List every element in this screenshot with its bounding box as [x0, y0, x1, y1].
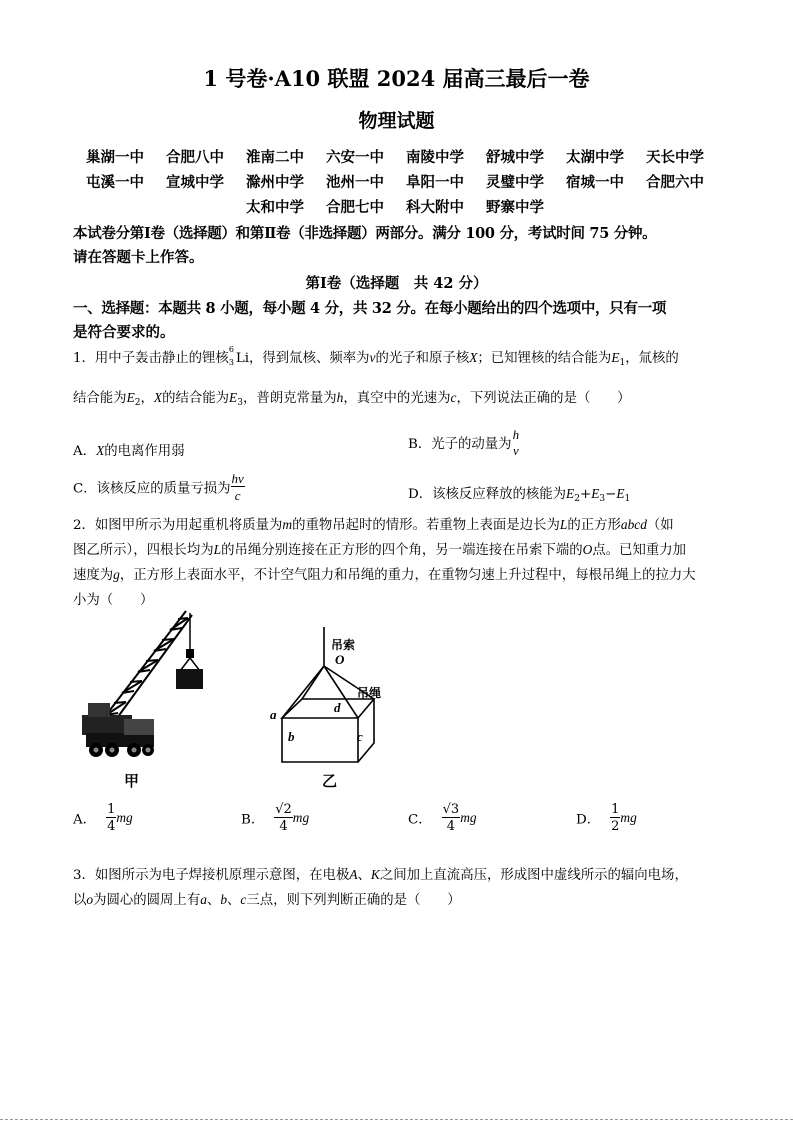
symbol-E: E	[616, 486, 625, 501]
option-label: B．光子的动量为	[408, 437, 512, 452]
label-diaosheng: 吊绳	[357, 686, 382, 700]
q3-text: 、	[357, 868, 371, 883]
label-diaosuo: 吊索	[331, 638, 356, 652]
q1-text: ，真空中的光速为	[343, 391, 451, 406]
q3-stem-line-1	[73, 864, 688, 883]
q1-option-b[interactable]	[408, 428, 520, 457]
fraction-numerator: 1	[107, 802, 116, 817]
q1-text: ，普朗克常量为	[242, 391, 337, 406]
page-bottom-divider	[0, 1119, 793, 1121]
school-item: 合肥八中	[166, 149, 224, 166]
q3-text: 为圆心的圆周上有	[93, 893, 201, 908]
operator: +	[579, 487, 592, 502]
q1-stem-line-2	[73, 387, 631, 408]
school-item: 宿城一中	[566, 174, 624, 191]
q1-text: ；已知锂核的结合能为	[477, 351, 612, 366]
symbol-X: X	[96, 443, 105, 458]
symbol-X: X	[469, 350, 478, 365]
q1-stem-line-1	[73, 347, 679, 368]
q1-text: 结合能为	[73, 391, 127, 406]
symbol-A: A	[349, 867, 358, 882]
rope-a	[282, 666, 324, 718]
operator: −	[605, 487, 617, 502]
q2-stem-line-4: 小为（ ）	[73, 593, 154, 608]
symbol-nu: ν	[369, 350, 376, 365]
label-c: c	[357, 729, 363, 744]
label-a: a	[270, 707, 277, 722]
school-item: 宣城中学	[166, 174, 224, 191]
subscript: 1	[624, 494, 631, 504]
symbol-c: c	[240, 892, 247, 907]
symbol-L: L	[213, 542, 222, 557]
option-label: C．该核反应的质量亏损为	[73, 481, 231, 497]
q1-option-a[interactable]	[73, 440, 185, 459]
symbol-L: L	[559, 517, 568, 532]
fraction-numerator: h	[512, 427, 520, 442]
school-item: 天长中学	[646, 149, 704, 166]
fraction	[512, 428, 521, 457]
school-item: 阜阳一中	[406, 174, 464, 191]
q3-text: 以	[73, 893, 87, 908]
q2-stem-line-2	[73, 539, 686, 558]
symbol-o: o	[86, 892, 94, 907]
q2-text: 图乙所示），四根长均为	[73, 543, 214, 558]
q1-option-c[interactable]	[73, 472, 245, 502]
instructions-line-1: 本试卷分第Ⅰ卷（选择题）和第Ⅱ卷（非选择题）两部分。满分 100 分，考试时间 75 分钟。	[73, 225, 657, 242]
option-label: B．	[241, 812, 265, 828]
q2-text: 的重物吊起时的情形。若重物上表面是边长为	[292, 518, 560, 533]
nuclide-charge-number: 3	[228, 358, 234, 367]
school-item: 科大附中	[406, 199, 464, 216]
fraction	[231, 472, 245, 502]
subscript: 2	[134, 398, 141, 408]
school-item: 太和中学	[246, 199, 304, 216]
symbol-mg: mg	[460, 810, 477, 825]
school-item: 合肥七中	[326, 199, 384, 216]
symbol-E: E	[591, 486, 600, 501]
symbol-abcd: abcd	[620, 517, 647, 532]
option-label: A．	[73, 812, 97, 828]
label-d: d	[334, 700, 341, 715]
school-item: 屯溪一中	[86, 174, 144, 191]
q1-text: 的结合能为	[162, 391, 230, 406]
fraction	[442, 803, 461, 833]
symbol-m: m	[282, 517, 293, 532]
fraction-numerator: 1	[611, 802, 620, 817]
school-item: 合肥六中	[646, 174, 704, 191]
q1-text: 1．用中子轰击静止的锂核	[73, 351, 229, 366]
nuclide-symbol: Li	[235, 351, 250, 366]
q3-text: 三点，则下列判断正确的是（ ）	[246, 893, 461, 908]
subscript: 1	[619, 358, 626, 368]
symbol-b: b	[220, 892, 228, 907]
fraction-denominator: ν	[512, 443, 519, 458]
subscript: 3	[599, 494, 606, 504]
symbol-E: E	[611, 350, 620, 365]
school-item: 滁州中学	[246, 174, 304, 191]
fraction	[274, 803, 293, 833]
symbol-c: c	[450, 390, 457, 405]
q1-text: ，下列说法正确的是（ ）	[456, 391, 631, 406]
school-item: 南陵中学	[406, 149, 464, 166]
lithium-nuclide	[228, 345, 250, 367]
q2-option-b[interactable]	[241, 803, 309, 833]
subscript: 3	[237, 398, 243, 408]
q2-text: ，正方形上表面水平，不计空气阻力和吊绳的重力，在重物匀速上升过程中，每根吊绳上的拉力大	[119, 568, 696, 583]
symbol-mg: mg	[292, 810, 310, 825]
symbol-mg: mg	[620, 810, 637, 825]
symbol-O: O	[582, 542, 593, 557]
symbol-g: g	[113, 567, 120, 582]
fraction-denominator: 4	[274, 817, 293, 833]
symbol-a: a	[200, 892, 207, 907]
symbol-X: X	[153, 390, 163, 405]
part1-heading: 第Ⅰ卷（选择题 共 42 分）	[305, 275, 488, 292]
exam-title: 1 号卷·A10 联盟 2024 届高三最后一卷	[203, 66, 590, 91]
section-heading-line-1: 一、选择题：本题共 8 小题，每小题 4 分，共 32 分。在每小题给出的四个选项中，只有一项	[73, 300, 667, 317]
school-item: 太湖中学	[566, 149, 624, 166]
option-label: A．	[73, 444, 97, 459]
q3-text: 、	[206, 893, 221, 908]
q2-text: （如	[646, 518, 674, 533]
figure-label-yi: 乙	[322, 772, 338, 790]
option-label: D．该核反应释放的核能为	[408, 487, 567, 502]
school-item: 六安一中	[326, 149, 384, 166]
nuclide-mass-number: 6	[228, 345, 234, 354]
q3-text: 3．如图所示为电子焊接机原理示意图，在电极	[73, 868, 350, 883]
option-text: 的电离作用弱	[104, 444, 185, 459]
exam-subject: 物理试题	[358, 110, 435, 132]
q1-text: 的光子和原子核	[375, 351, 470, 366]
q2-option-c[interactable]	[408, 803, 477, 833]
section-heading-line-2: 是符合要求的。	[73, 324, 175, 341]
fraction-denominator: 2	[611, 819, 620, 834]
q3-text: 、	[227, 893, 241, 908]
q2-text: 点。已知重力加	[592, 543, 687, 558]
fraction-denominator: 4	[107, 819, 116, 834]
fraction	[610, 803, 620, 833]
crane-body	[82, 703, 154, 757]
q2-text: 2．如图甲所示为用起重机将质量为	[73, 518, 283, 533]
symbol-E: E	[566, 486, 575, 501]
subscript: 2	[574, 494, 580, 504]
school-item: 淮南二中	[246, 149, 304, 166]
hook-block	[186, 649, 194, 658]
fraction-numerator: √3	[442, 802, 460, 817]
option-label: D．	[576, 812, 601, 828]
q2-text: 的正方形	[567, 518, 621, 533]
symbol-E: E	[229, 390, 238, 405]
rope-c	[324, 666, 358, 718]
rope-b	[302, 666, 324, 699]
crane-boom	[100, 611, 192, 725]
school-item: 野寨中学	[486, 199, 544, 216]
q1-text: ，得到氚核、频率为	[249, 351, 370, 366]
q1-option-d[interactable]	[408, 483, 630, 504]
school-item: 舒城中学	[486, 149, 544, 166]
symbol-E: E	[126, 390, 135, 405]
crane-figure	[78, 605, 208, 775]
school-item: 巢湖一中	[86, 149, 144, 166]
fraction-denominator: c	[231, 486, 245, 502]
label-b: b	[288, 729, 295, 744]
symbol-K: K	[370, 867, 380, 882]
fraction-numerator: hν	[231, 471, 244, 486]
q3-stem-line-2	[73, 889, 461, 908]
q3-text: 之间加上直流高压，形成图中虚线所示的辐向电场，	[379, 868, 688, 883]
q1-text: ，	[140, 391, 154, 406]
load-block	[176, 669, 203, 689]
instructions-line-2: 请在答题卡上作答。	[73, 249, 204, 266]
q2-option-a[interactable]	[73, 803, 133, 833]
fraction	[106, 803, 116, 833]
option-label: C．	[408, 812, 432, 828]
q2-text: 的吊绳分别连接在正方形的四个角，另一端连接在吊索下端的	[221, 543, 583, 558]
fraction-numerator: √2	[275, 802, 292, 817]
label-O: O	[335, 652, 345, 667]
q2-text: 速度为	[73, 568, 114, 583]
school-item: 灵璧中学	[486, 174, 544, 191]
symbol-mg: mg	[116, 810, 133, 825]
symbol-h: h	[336, 390, 344, 405]
q2-stem-line-1	[73, 514, 674, 533]
q2-option-d[interactable]	[576, 803, 637, 833]
school-item: 池州一中	[326, 174, 384, 191]
q1-text: ，氚核的	[625, 351, 679, 366]
figure-label-jia: 甲	[124, 772, 140, 790]
fraction-denominator: 4	[442, 817, 461, 833]
q2-stem-line-3	[73, 564, 696, 583]
